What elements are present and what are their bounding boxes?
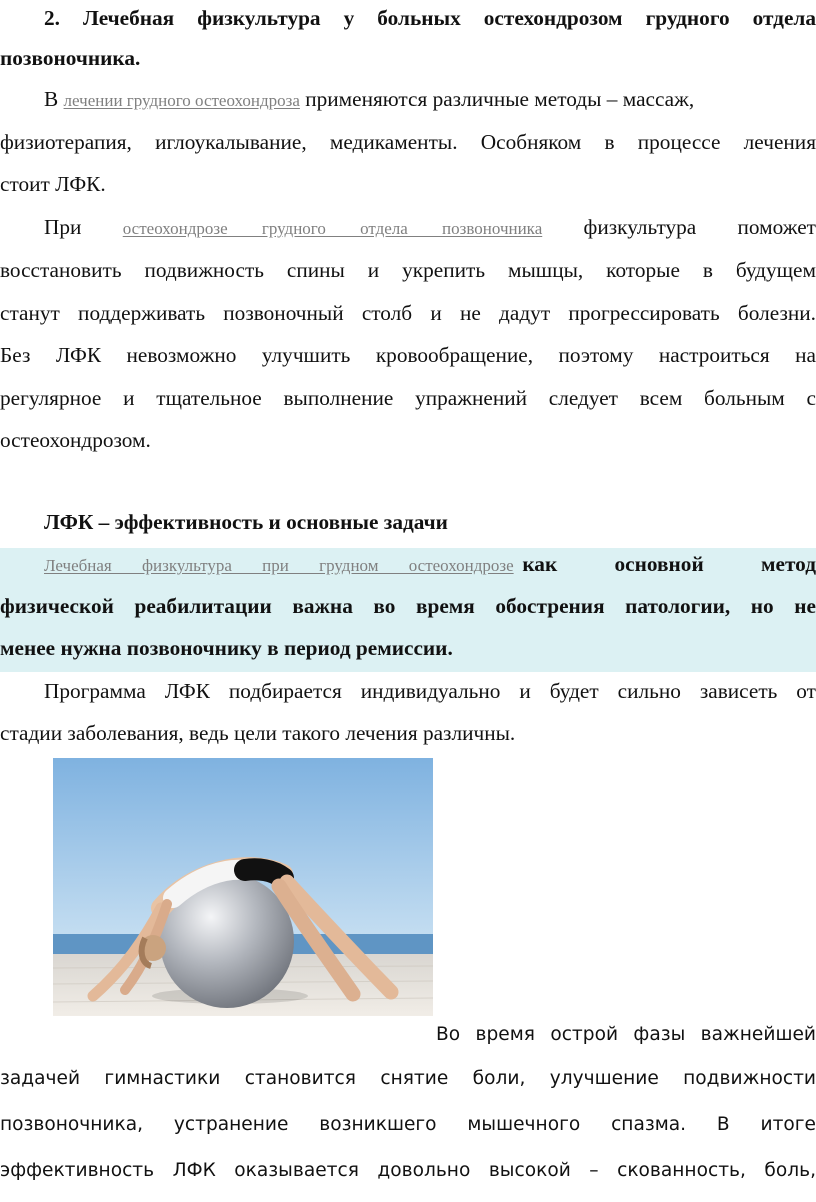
para2-line6: остеохондрозом.: [0, 428, 151, 452]
woman-exercise-ball-photo: [53, 758, 433, 1016]
para2-line2: [0, 258, 816, 283]
para2-line2-text: восстановить подвижность спины и укрепить мышцы, которые в будущем: [0, 258, 816, 282]
para2-word-b: поможет: [737, 215, 816, 239]
para3-line1: [44, 679, 816, 704]
para1-line1: [44, 87, 816, 112]
highlight-line2: [0, 594, 816, 619]
highlight-line1-rest: как основной метод: [522, 552, 816, 576]
para4-line2: [0, 1068, 816, 1089]
para2-line5: [0, 386, 816, 411]
para3-line1-text: Программа ЛФК подбирается индивидуально и будет сильно зависеть от: [44, 679, 816, 703]
para4-line2-text: задачей гимнастики становится снятие боли, улучшение подвижности: [0, 1068, 816, 1089]
para1-line2: [0, 130, 816, 155]
para1-prefix: В: [44, 87, 59, 111]
para4-line3-text: позвоночника, устранение возникшего мышечного спазма. В итоге: [0, 1114, 816, 1135]
para4-line1-text: Во время острой фазы важнейшей: [436, 1024, 816, 1045]
link-thoracic-treatment[interactable]: лечении грудного остеохондроза: [63, 91, 300, 110]
para1-line3: стоит ЛФК.: [0, 172, 106, 196]
para4-line3: [0, 1114, 816, 1135]
highlight-line1: [44, 552, 816, 577]
para2-line3: [0, 301, 816, 326]
para1-line2-text: физиотерапия, иглоукалывание, медикаменты. Особняком в процессе лечения: [0, 130, 816, 154]
para2-line3-text: станут поддерживать позвоночный столб и не дадут прогрессировать болезни.: [0, 301, 816, 325]
section-heading-line1: 2. Лечебная физкультура у больных остехондрозом грудного отдела: [44, 6, 816, 30]
para4-line4-text: эффективность ЛФК оказывается довольно высокой – скованность, боль,: [0, 1160, 816, 1181]
subheading: ЛФК – эффективность и основные задачи: [44, 510, 448, 534]
para1-line1-rest: применяются различные методы – массаж,: [305, 87, 695, 111]
link-lfk-thoracic[interactable]: Лечебная физкультура при грудном остеохондрозе: [44, 556, 514, 575]
highlight-line3: менее нужна позвоночнику в период ремиссии.: [0, 636, 453, 660]
link-thoracic-osteochondrosis[interactable]: остеохондрозе грудного отдела позвоночника: [122, 219, 543, 238]
para3-line2: стадии заболевания, ведь цели такого лечения различны.: [0, 721, 516, 745]
para2-line1: [44, 215, 816, 240]
highlight-line2-text: физической реабилитации важна во время обострения патологии, но не: [0, 594, 816, 618]
para2-line4: [0, 343, 816, 368]
para4-line1: [436, 1024, 816, 1045]
exercise-ball-photo: [53, 758, 433, 1016]
section-heading: [44, 6, 816, 31]
para2-prefix: При: [44, 215, 82, 239]
shorts: [245, 869, 283, 878]
para4-line4: [0, 1160, 816, 1181]
para2-line5-text: регулярное и тщательное выполнение упражнений следует всем больным с: [0, 386, 816, 410]
para2-line4-text: Без ЛФК невозможно улучшить кровообращение, поэтому настроиться на: [0, 343, 816, 367]
para2-word-a: физкультура: [583, 215, 697, 239]
section-heading-line2: позвоночника.: [0, 46, 141, 70]
